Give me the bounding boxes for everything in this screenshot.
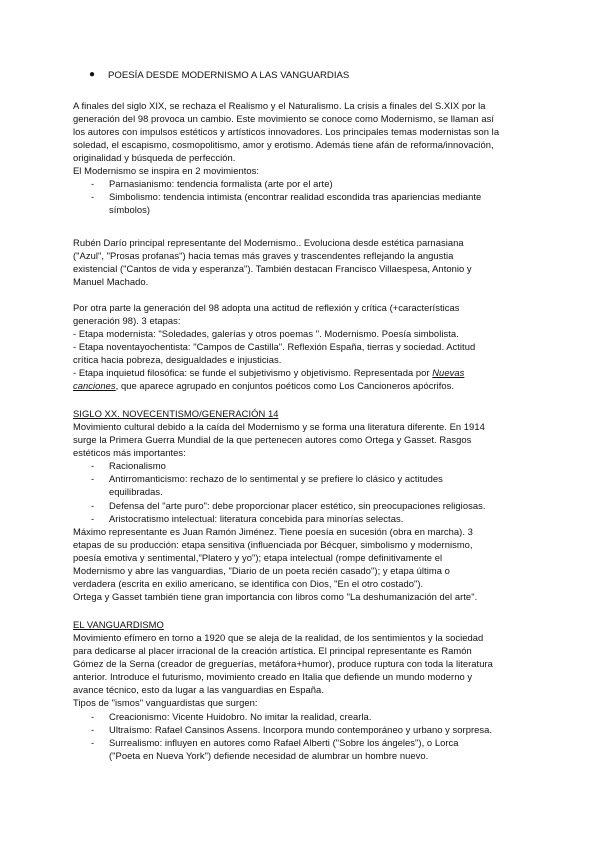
- bullet-icon: ●: [89, 69, 96, 80]
- paragraph-line: - Etapa modernista: "Soledades, galerías y otros poemas ". Modernismo. Poesía simbolista.: [73, 328, 459, 339]
- list-item: ("Poeta en Nueva York") defiende necesidad de alumbrar un hombre nuevo.: [109, 750, 429, 761]
- paragraph-line: [73, 367, 464, 379]
- list-item: equilibradas.: [109, 486, 163, 497]
- paragraph-line: poesía emotiva y sentimental,"Platero y yo"); etapa intelectual (rompe definitivamente el: [73, 552, 443, 563]
- paragraph-line: los autores con impulsos estéticos y artísticos innovadores. Los principales temas modernistas son la: [73, 126, 500, 137]
- list-item: Aristocratismo intelectual: literatura concebida para minorías selectas.: [109, 513, 404, 524]
- dash-bullet: -: [91, 473, 95, 484]
- list-item: Ultraísmo: Rafael Cansinos Assens. Incorpora mundo contemporáneo y urbano y sorpresa.: [109, 724, 493, 735]
- paragraph-line: generación 98). 3 etapas:: [73, 315, 181, 326]
- paragraph-line: Movimiento cultural debido a la caída del Modernismo y se forma una literatura diferente. En 1914: [73, 421, 485, 432]
- paragraph-line: estéticos más importantes:: [73, 447, 186, 458]
- list-item: Racionalismo: [109, 460, 166, 471]
- book-title-link[interactable]: Nuevas: [432, 367, 465, 378]
- paragraph-line: A finales del siglo XIX, se rechaza el Realismo y el Naturalismo. La crisis a finales del S.XIX por la: [73, 100, 486, 111]
- dash-bullet: -: [91, 460, 95, 471]
- list-item: Surrealismo: influyen en autores como Rafael Alberti ("Sobre los ángeles"), o Lorca: [109, 737, 459, 748]
- paragraph-line: Ortega y Gasset también tiene gran importancia con libros como "La deshumanización del arte".: [73, 591, 478, 602]
- paragraph-line: Manuel Machado.: [73, 276, 149, 287]
- book-title-link[interactable]: canciones: [73, 380, 116, 391]
- paragraph-line: soledad, el escapismo, cosmopolitismo, amor y erotismo. Además tiene afán de reforma/innovación,: [73, 139, 494, 150]
- list-item: Antirromanticismo: rechazo de lo sentimental y se prefiere lo clásico y actitudes: [109, 473, 443, 484]
- dash-bullet: -: [91, 724, 95, 735]
- paragraph-line: Rubén Darío principal representante del Modernismo.. Evoluciona desde estética parnasiana: [73, 237, 464, 248]
- paragraph-line: originalidad y búsqueda de perfección.: [73, 152, 236, 163]
- dash-bullet: -: [91, 178, 95, 189]
- list-item: Simbolismo: tendencia intimista (encontrar realidad escondida tras apariencias mediante: [109, 191, 482, 202]
- page-title: POESÍA DESDE MODERNISMO A LAS VANGUARDIAS: [108, 70, 350, 81]
- paragraph-line: etapas de su producción: etapa sensitiva (influenciada por Bécquer, simbolismo y modernismo,: [73, 539, 473, 550]
- paragraph-line: Modernismo y abre las vanguardias, "Diario de un poeta recién casado"); y etapa última o: [73, 565, 450, 576]
- paragraph-line: El Modernismo se inspira en 2 movimientos:: [73, 165, 260, 176]
- list-item: Creacionismo: Vicente Huidobro. No imitar la realidad, crearla.: [109, 711, 372, 722]
- paragraph-line: crítica hacia pobreza, desigualdades e injusticias.: [73, 354, 282, 365]
- paragraph-line: Gómez de la Serna (creador de greguerías, metáfora+humor), produce ruptura con toda la literatura: [73, 658, 493, 669]
- paragraph-line: verdadera (escrita en exilio americano, se identifica con Dios, "En el otro costado").: [73, 578, 424, 589]
- dash-bullet: -: [91, 513, 95, 524]
- list-item: símbolos): [109, 204, 151, 215]
- text-span: , que aparece agrupado en conjuntos poéticos como Los Cancioneros apócrifos.: [115, 380, 455, 391]
- paragraph-line: Máximo representante es Juan Ramón Jiménez. Tiene poesía en sucesión (obra en marcha). 3: [73, 526, 473, 537]
- paragraph-line: - Etapa noventayochentista: "Campos de Castilla". Reflexión España, tierras y sociedad. Actitud: [73, 341, 476, 352]
- paragraph-line: existencial ("Cantos de vida y esperanza"). También destacan Francisco Villaespesa, Antonio y: [73, 263, 472, 274]
- text-span: - Etapa inquietud filosófica: se funde el subjetivismo y objetivismo. Representada por: [73, 367, 433, 378]
- paragraph-line: Movimiento efímero en torno a 1920 que se aleja de la realidad, de los sentimientos y la sociedad: [73, 632, 484, 643]
- dash-bullet: -: [91, 500, 95, 511]
- paragraph-line: avance técnico, esto da lugar a las vanguardias en España.: [73, 684, 324, 695]
- list-item: Parnasianismo: tendencia formalista (arte por el arte): [109, 178, 333, 189]
- paragraph-line: Tipos de "ismos" vanguardistas que surgen:: [73, 697, 258, 708]
- paragraph-line: Por otra parte la generación del 98 adopta una actitud de reflexión y crítica (+características: [73, 302, 460, 313]
- paragraph-line: [73, 380, 454, 392]
- dash-bullet: -: [91, 711, 95, 722]
- dash-bullet: -: [91, 737, 95, 748]
- paragraph-line: anterior. Introduce el futurismo, movimiento creado en Italia que defiende un mundo moderno y: [73, 671, 473, 682]
- paragraph-line: para dedicarse al placer irracional de la creación artística. El principal representante es Ramón: [73, 645, 472, 656]
- paragraph-line: surge la Primera Guerra Mundial de la que pertenecen autores como Ortega y Gasset. Rasgos: [73, 434, 472, 445]
- paragraph-line: ("Azul", "Prosas profanas") hacia temas más graves y trascendentes reflejando la angustia: [73, 250, 454, 261]
- list-item: Defensa del "arte puro": debe proporcionar placer estético, sin preocupaciones religiosas.: [109, 500, 486, 511]
- dash-bullet: -: [91, 191, 95, 202]
- paragraph-line: generación del 98 provoca un cambio. Este movimiento se conoce como Modernismo, se llaman así: [73, 113, 495, 124]
- section-heading: SIGLO XX. NOVECENTISMO/GENERACIÓN 14: [73, 408, 279, 419]
- section-heading: EL VANGUARDISMO: [73, 619, 164, 630]
